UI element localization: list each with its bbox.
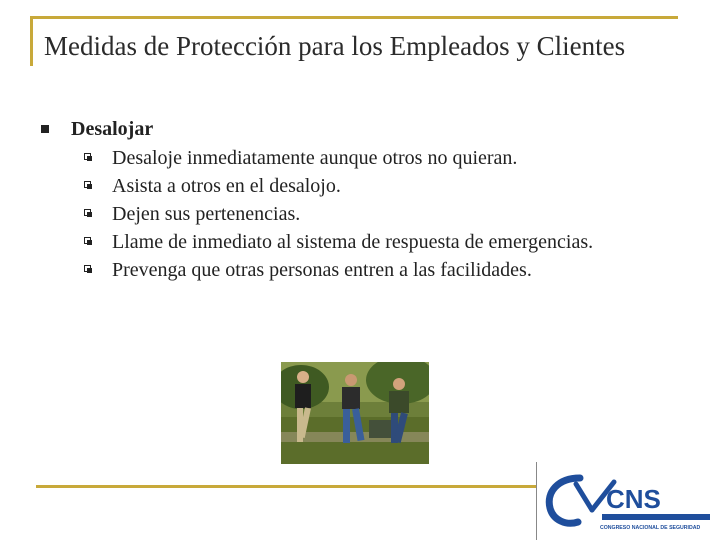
list-item	[84, 228, 704, 256]
section-heading: Desalojar	[71, 118, 154, 140]
checkbox-bullet-icon	[84, 153, 91, 160]
checkbox-bullet-icon	[84, 209, 91, 216]
list-item-text: Asista a otros en el desalojo.	[112, 175, 341, 197]
list-item	[84, 144, 704, 172]
top-accent-rule	[30, 16, 678, 19]
checkbox-bullet-icon	[84, 237, 91, 244]
square-bullet-icon	[41, 125, 49, 133]
evacuation-photo	[281, 362, 429, 464]
bottom-accent-rule	[36, 485, 536, 488]
checkbox-bullet-icon	[84, 181, 91, 188]
list-item-text: Desaloje inmediatamente aunque otros no quieran.	[112, 147, 518, 169]
list-item-text: Dejen sus pertenencias.	[112, 203, 301, 225]
checkbox-bullet-icon	[84, 265, 91, 272]
slide-title: Medidas de Protección para los Empleados y Clientes	[44, 31, 626, 61]
bullet-list	[84, 144, 704, 284]
footer-divider	[536, 462, 537, 540]
list-item	[84, 200, 704, 228]
list-item	[84, 256, 704, 284]
logo-subtitle: CONGRESO NACIONAL DE SEGURIDAD	[600, 525, 701, 531]
list-item-text: Llame de inmediato al sistema de respuesta de emergencias.	[112, 231, 594, 253]
list-item	[84, 172, 704, 200]
list-item-text: Prevenga que otras personas entren a las facilidades.	[112, 259, 532, 281]
logo-mark: CNS	[606, 484, 661, 514]
cns-logo	[540, 470, 720, 540]
left-accent-rule	[30, 16, 33, 66]
